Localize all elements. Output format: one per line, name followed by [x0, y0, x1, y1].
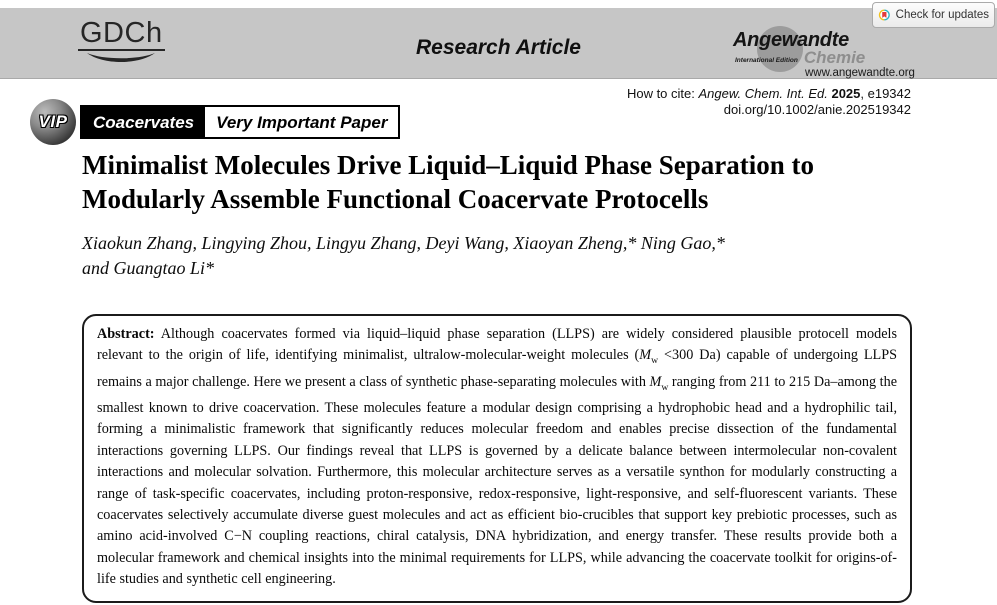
- doi-link[interactable]: doi.org/10.1002/anie.202519342: [723, 102, 911, 117]
- topic-badge: Coacervates: [82, 107, 205, 137]
- angewandte-subtitle-row: [733, 50, 943, 65]
- paper-flags: [80, 105, 400, 139]
- abstract-box: [82, 314, 912, 603]
- abstract-text: Abstract: Although coacervates formed via liquid–liquid phase separation (LLPS) are widely considered plausible protocell models relevant to the origin of life, identifying minimalist, ultralow-molecular-weight molecules ($M_w <300$ Da) capable of undergoing LLPS remains a major challenge. Here we present a class of synthetic phase-separating molecules with $M_w$ ranging from 211 to 215 Da–among the smallest known to drive coacervation. These molecules feature a modular design comprising a hydrophobic head and a hydrophilic tail, forming a minimalistic framework that significantly reduces molecular freedom and enables precise dissection of the fundamental interactions governing LLPS. Our findings reveal that LLPS is governed by a delicate balance between intermolecular non-covalent interactions and molecular solvation. Furthermore, this molecular architecture serves as a versatile synthon for modularly constructing a range of task-specific coacervates, including proton-responsive, redox-responsive, light-responsive, and self-fluorescent variants. These coacervates selectively accumulate diverse guest molecules and act as efficient bio-crucibles that support key prebiotic processes, such as amino acid-involved C−N coupling reactions, chiral catalysis, DNA hybridization, and energy transfer. These results provide both a molecular framework and chemical insights into the minimal requirements for LLPS, while advancing the coacervate toolkit for origins-of-life studies and synthetic cell engineering.: [97, 326, 898, 588]
- how-to-cite-line: How to cite: Angew. Chem. Int. Ed. 2025, e19342: [626, 86, 911, 101]
- section-label: Research Article: [416, 36, 581, 59]
- gdch-logo-text: GDCh: [78, 18, 165, 51]
- angewandte-name: Angewandte: [733, 29, 849, 51]
- check-for-updates-label: Check for updates: [895, 9, 989, 21]
- citation-block: [627, 86, 911, 118]
- check-for-updates-button[interactable]: [872, 2, 995, 28]
- vip-badge-label: VIP: [38, 112, 68, 131]
- angewandte-logo[interactable]: [733, 30, 943, 79]
- journal-header-band: [0, 8, 997, 79]
- angewandte-edition-label: International Edition: [735, 57, 798, 64]
- author-list-line-1: Xiaokun Zhang, Lingying Zhou, Lingyu Zhang, Deyi Wang, Xiaoyan Zheng,* Ning Gao,*: [82, 233, 725, 253]
- very-important-paper-badge: Very Important Paper: [205, 107, 398, 137]
- angewandte-chemie-label: Chemie: [803, 48, 866, 67]
- vip-badge: [30, 99, 76, 145]
- article-title: [82, 148, 942, 216]
- article-title-line-1: Minimalist Molecules Drive Liquid–Liquid Phase Separation to: [82, 150, 815, 180]
- author-list-line-2: and Guangtao Li*: [82, 258, 215, 278]
- crossmark-check-updates-icon: [878, 5, 891, 25]
- badges-row: [30, 99, 400, 145]
- author-list: [82, 231, 942, 281]
- article-title-line-2: Modularly Assemble Functional Coacervate Protocells: [82, 184, 709, 214]
- angewandte-website-link[interactable]: www.angewandte.org: [805, 67, 915, 79]
